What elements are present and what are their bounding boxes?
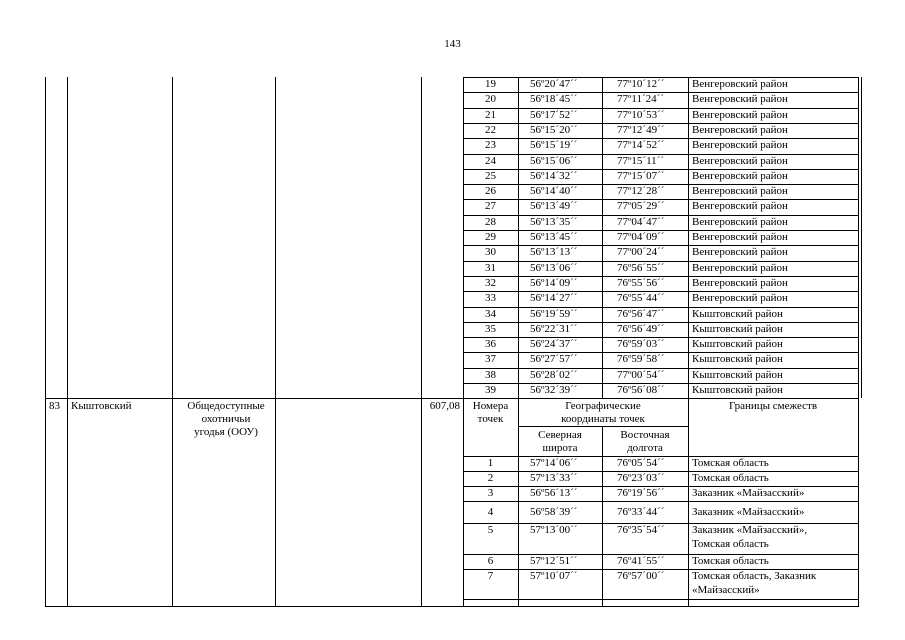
latitude-cell: 57º13´33´´ (530, 472, 578, 484)
longitude-cell: 76º19´56´´ (617, 487, 665, 499)
border-cell: Томская область (692, 538, 769, 550)
border-cell: Венгеровский район (692, 200, 788, 212)
point-number: 2 (487, 472, 494, 484)
latitude-cell: 56º13´06´´ (530, 262, 578, 274)
longitude-cell: 76º33´44´´ (617, 506, 665, 518)
point-number: 21 (485, 109, 496, 121)
longitude-cell: 77º12´49´´ (617, 124, 665, 136)
point-number: 35 (485, 323, 496, 335)
border-cell: Заказник «Майзасский» (692, 506, 805, 518)
latitude-cell: 56º13´49´´ (530, 200, 578, 212)
table-bottom-rule (45, 606, 858, 607)
border-cell: Венгеровский район (692, 246, 788, 258)
page-number: 143 (444, 38, 461, 50)
longitude-header: Восточная (620, 429, 670, 441)
latitude-cell: 57º14´06´´ (530, 457, 578, 469)
longitude-cell: 76º56´55´´ (617, 262, 665, 274)
border-cell: Венгеровский район (692, 185, 788, 197)
border-cell: Кыштовский район (692, 308, 783, 320)
border-cell: Томская область (692, 555, 769, 567)
point-number: 31 (485, 262, 496, 274)
border-cell: Томская область (692, 457, 769, 469)
border-cell: Томская область, Заказник (692, 570, 817, 582)
border-cell: Венгеровский район (692, 262, 788, 274)
longitude-cell: 77º15´07´´ (617, 170, 665, 182)
record-category: Общедоступные (187, 400, 265, 412)
border-cell: Венгеровский район (692, 231, 788, 243)
point-number: 30 (485, 246, 496, 258)
table-vline (275, 77, 276, 607)
border-cell: Венгеровский район (692, 78, 788, 90)
point-number: 25 (485, 170, 496, 182)
coordinates-table (45, 77, 861, 607)
longitude-cell: 77º00´24´´ (617, 246, 665, 258)
point-number: 32 (485, 277, 496, 289)
point-number: 34 (485, 308, 496, 320)
border-cell: Заказник «Майзасский», (692, 524, 808, 536)
record-category: угодья (ООУ) (194, 426, 258, 438)
border-cell: Кыштовский район (692, 384, 783, 396)
points-header: точек (477, 413, 504, 425)
latitude-cell: 56º14´27´´ (530, 292, 578, 304)
latitude-cell: 56º18´45´´ (530, 93, 578, 105)
latitude-cell: 57º13´00´´ (530, 524, 578, 536)
latitude-cell: 56º13´45´´ (530, 231, 578, 243)
point-number: 4 (487, 506, 494, 518)
point-number: 7 (487, 570, 494, 582)
point-number: 26 (485, 185, 496, 197)
border-cell: Томская область (692, 472, 769, 484)
table-hline (463, 501, 858, 502)
latitude-cell: 56º15´20´´ (530, 124, 578, 136)
geo-header: Географические (565, 400, 641, 412)
record-area: 607,08 (429, 400, 460, 412)
latitude-cell: 56º15´19´´ (530, 139, 578, 151)
latitude-cell: 56º14´40´´ (530, 185, 578, 197)
latitude-header: Северная (538, 429, 582, 441)
latitude-header: широта (542, 442, 578, 454)
point-number: 36 (485, 338, 496, 350)
longitude-cell: 77º14´52´´ (617, 139, 665, 151)
border-cell: Венгеровский район (692, 109, 788, 121)
point-number: 28 (485, 216, 496, 228)
longitude-cell: 76º41´55´´ (617, 555, 665, 567)
point-number: 33 (485, 292, 496, 304)
latitude-cell: 56º17´52´´ (530, 109, 578, 121)
latitude-cell: 56º32´39´´ (530, 384, 578, 396)
point-number: 5 (487, 524, 494, 536)
record-category: охотничьи (201, 413, 251, 425)
border-cell: Венгеровский район (692, 139, 788, 151)
table-vline (421, 77, 422, 607)
longitude-cell: 76º57´00´´ (617, 570, 665, 582)
longitude-cell: 76º59´58´´ (617, 353, 665, 365)
points-header: Номера (472, 400, 509, 412)
longitude-cell: 76º05´54´´ (617, 457, 665, 469)
point-number: 24 (485, 155, 496, 167)
longitude-cell: 76º55´56´´ (617, 277, 665, 289)
border-cell: «Майзасский» (692, 584, 760, 596)
border-cell: Кыштовский район (692, 353, 783, 365)
longitude-cell: 76º35´54´´ (617, 524, 665, 536)
latitude-cell: 56º58´39´´ (530, 506, 578, 518)
latitude-cell: 56º20´47´´ (530, 78, 578, 90)
point-number: 22 (485, 124, 496, 136)
point-number: 20 (485, 93, 496, 105)
point-number: 6 (487, 555, 494, 567)
border-cell: Кыштовский район (692, 369, 783, 381)
longitude-cell: 77º10´12´´ (617, 78, 665, 90)
border-cell: Венгеровский район (692, 93, 788, 105)
table-vline (67, 77, 68, 607)
border-cell: Венгеровский район (692, 170, 788, 182)
border-cell: Венгеровский район (692, 292, 788, 304)
border-cell: Венгеровский район (692, 277, 788, 289)
longitude-cell: 77º10´53´´ (617, 109, 665, 121)
point-number: 29 (485, 231, 496, 243)
table-vline (518, 77, 519, 607)
latitude-cell: 56º19´59´´ (530, 308, 578, 320)
point-number: 39 (485, 384, 496, 396)
point-number: 19 (485, 78, 496, 90)
record-district: Кыштовский (71, 400, 132, 412)
longitude-cell: 76º23´03´´ (617, 472, 665, 484)
longitude-cell: 76º59´03´´ (617, 338, 665, 350)
longitude-cell: 77º04´47´´ (617, 216, 665, 228)
latitude-cell: 56º15´06´´ (530, 155, 578, 167)
longitude-cell: 76º55´44´´ (617, 292, 665, 304)
point-number: 23 (485, 139, 496, 151)
latitude-cell: 56º24´37´´ (530, 338, 578, 350)
point-number: 27 (485, 200, 496, 212)
geo-header-rule (518, 426, 688, 427)
latitude-cell: 57º12´51´´ (530, 555, 578, 567)
geo-header: координаты точек (561, 413, 645, 425)
longitude-cell: 77º04´09´´ (617, 231, 665, 243)
point-number: 37 (485, 353, 496, 365)
latitude-cell: 57º10´07´´ (530, 570, 578, 582)
table-left-border (45, 77, 46, 607)
latitude-cell: 56º56´13´´ (530, 487, 578, 499)
latitude-cell: 56º13´35´´ (530, 216, 578, 228)
record-index: 83 (49, 400, 60, 412)
point-number: 38 (485, 369, 496, 381)
latitude-cell: 56º14´09´´ (530, 277, 578, 289)
longitude-cell: 76º56´47´´ (617, 308, 665, 320)
latitude-cell: 56º22´31´´ (530, 323, 578, 335)
longitude-cell: 76º56´49´´ (617, 323, 665, 335)
border-cell: Венгеровский район (692, 155, 788, 167)
table-hline (463, 599, 858, 600)
longitude-cell: 77º11´24´´ (617, 93, 664, 105)
border-cell: Венгеровский район (692, 124, 788, 136)
table-vline (172, 77, 173, 607)
point-number: 1 (487, 457, 494, 469)
longitude-cell: 77º15´11´´ (617, 155, 664, 167)
border-cell: Кыштовский район (692, 323, 783, 335)
point-number: 3 (487, 487, 494, 499)
latitude-cell: 56º13´13´´ (530, 246, 578, 258)
border-cell: Заказник «Майзасский» (692, 487, 805, 499)
border-cell: Кыштовский район (692, 338, 783, 350)
latitude-cell: 56º14´32´´ (530, 170, 578, 182)
border-cell: Венгеровский район (692, 216, 788, 228)
longitude-cell: 77º12´28´´ (617, 185, 665, 197)
longitude-cell: 77º05´29´´ (617, 200, 665, 212)
longitude-header: долгота (627, 442, 663, 454)
latitude-cell: 56º27´57´´ (530, 353, 578, 365)
longitude-cell: 76º56´08´´ (617, 384, 665, 396)
latitude-cell: 56º28´02´´ (530, 369, 578, 381)
record-separator (45, 398, 858, 399)
borders-header: Границы смежеств (728, 400, 818, 412)
longitude-cell: 77º00´54´´ (617, 369, 665, 381)
